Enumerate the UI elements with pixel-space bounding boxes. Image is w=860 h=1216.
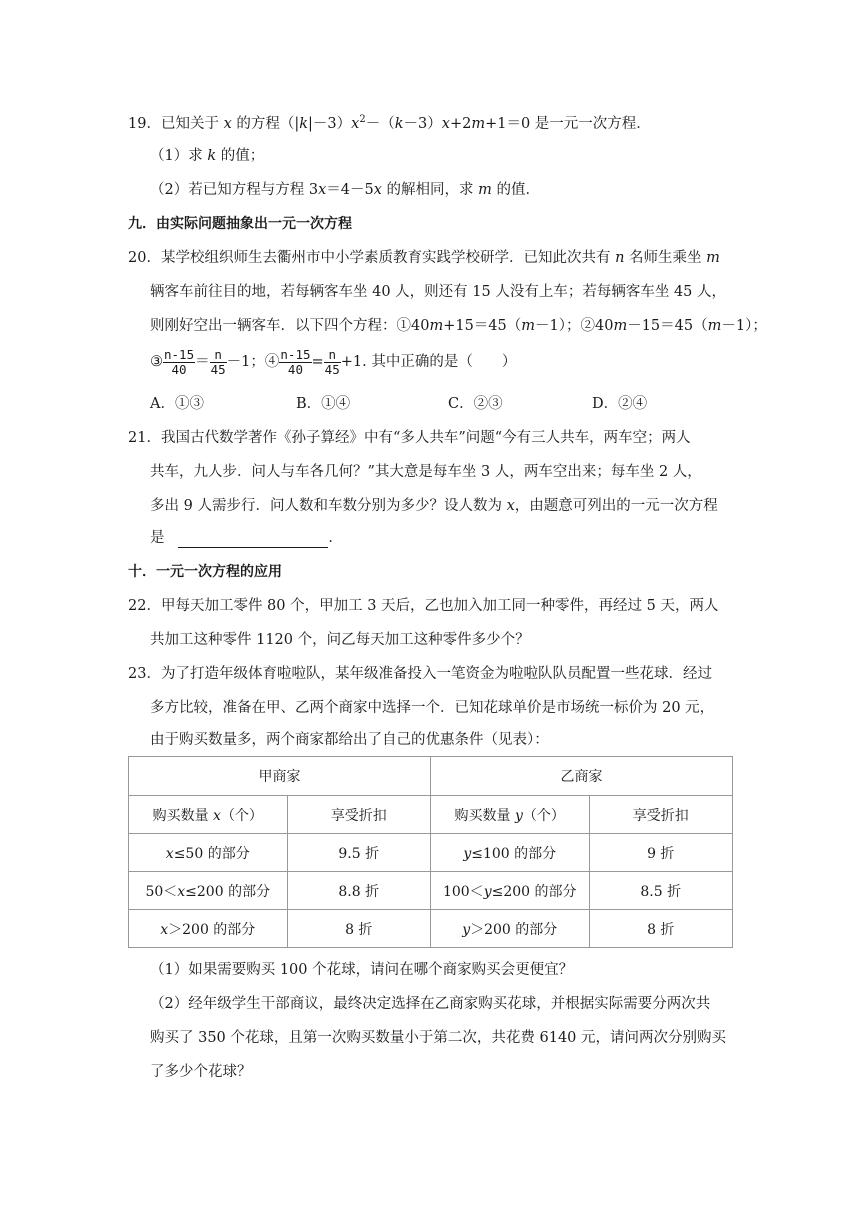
var-x: x	[373, 182, 382, 198]
cell-text: 50＜	[145, 883, 178, 900]
q19-text: 的值；	[216, 148, 265, 164]
table-cell: 8 折	[589, 910, 733, 948]
q19-text: 的解相同，求	[381, 182, 479, 198]
cell-text: （个）	[522, 807, 565, 824]
table-cell: 享受折扣	[589, 796, 733, 834]
fraction-numerator: n	[210, 348, 227, 363]
cell-text: ＞200 的部分	[168, 921, 256, 938]
q20-text: －1；	[226, 354, 265, 370]
q20-line-4-fractions	[150, 345, 516, 379]
var-x: x	[506, 498, 515, 514]
var-x: x	[351, 115, 360, 132]
table-row	[129, 834, 733, 872]
var-x: x	[223, 115, 232, 132]
table-cell	[129, 910, 288, 948]
fraction	[210, 348, 227, 377]
q21-text: 多出 9 人需步行．问人数和车数分别为多少？设人数为	[150, 498, 507, 514]
equals-sign: =	[311, 354, 324, 370]
q20-text: 20．某学校组织师生去衢州市中小学素质教育实践学校研学．已知此次共有	[128, 250, 616, 266]
cell-text: 100＜	[442, 883, 484, 900]
var-k: k	[394, 115, 404, 132]
q20-option-b: B．①④	[296, 396, 351, 412]
q21-text: 是	[150, 530, 165, 546]
table-cell	[430, 796, 589, 834]
q20-text: +15＝45（	[443, 318, 522, 334]
q20-text: －1）；	[721, 318, 767, 334]
q23-part-1: （1）如果需要购买 100 个花球，请问在哪个商家购买会更便宜？	[150, 962, 574, 978]
section-heading-9: 九．由实际问题抽象出一元一次方程	[128, 216, 352, 232]
var-m: m	[471, 115, 486, 132]
fraction-numerator: n-15	[280, 346, 311, 362]
q23-part-2-line-3: 了多少个花球？	[150, 1064, 252, 1080]
table-subheader-row	[129, 796, 733, 834]
section-heading-10: 十．一元一次方程的应用	[128, 564, 282, 580]
table-cell: 8 折	[287, 910, 430, 948]
cell-text: ≤50 的部分	[173, 845, 250, 862]
cell-text: ≤200 的部分	[491, 883, 577, 900]
answer-blank[interactable]	[178, 533, 328, 548]
option-marker-4: ④	[264, 354, 280, 370]
q21-line-2: 共车，九人步．问人与车各几何？”其大意是每车坐 3 人，两车空出来；每车坐 2 人，	[150, 464, 702, 480]
q19-text: 已知关于	[160, 115, 224, 132]
var-y: y	[515, 807, 523, 824]
cell-text: ＞200 的部分	[470, 921, 558, 938]
var-y: y	[463, 845, 472, 862]
q19-text: ＝4－5	[326, 182, 374, 198]
q19-text: （1）求	[150, 148, 208, 164]
q19-text: +2	[449, 115, 472, 132]
q20-option-d: D．②④	[592, 396, 648, 412]
cell-text: ≤100 的部分	[471, 845, 557, 862]
fraction-denominator: 40	[287, 361, 303, 377]
table-cell: 享受折扣	[287, 796, 430, 834]
var-m: m	[478, 182, 492, 198]
var-m: m	[706, 250, 720, 266]
var-y: y	[483, 883, 492, 900]
var-k: k	[299, 115, 309, 132]
var-x: x	[160, 921, 169, 938]
var-k: k	[207, 148, 217, 164]
var-x: x	[177, 883, 186, 900]
q22-line-1: 22．甲每天加工零件 80 个，甲加工 3 天后，乙也加入加工同一种零件，再经过 5 天，两人	[128, 598, 719, 614]
q21-line-4	[150, 528, 343, 548]
table-cell	[430, 910, 589, 948]
q19-text: +1＝0 是一元一次方程．	[485, 115, 651, 132]
q21-line-3	[150, 496, 718, 516]
q19-part-1	[150, 146, 264, 166]
q19-text: 的值．	[491, 182, 540, 198]
q20-text: +1	[340, 354, 363, 370]
table-cell: 9 折	[589, 834, 733, 872]
q23-part-2-line-1: （2）经年级学生干部商议，最终决定选择在乙商家购买花球，并根据实际需要分两次共	[150, 996, 711, 1012]
fraction-denominator: 45	[324, 361, 340, 377]
q21-line-1: 21．我国古代数学著作《孙子算经》中有“多人共车”问题“今有三人共车，两车空；两人	[128, 430, 691, 446]
table-cell	[430, 872, 589, 910]
table-row	[129, 910, 733, 948]
table-header-cell: 乙商家	[430, 757, 732, 796]
var-x: x	[318, 182, 327, 198]
table-cell	[430, 834, 589, 872]
var-m: m	[613, 318, 628, 334]
cell-text: （个）	[220, 807, 263, 824]
q23-line-1: 23．为了打造年级体育啦啦队，某年级准备投入一笔资金为啦啦队队员配置一些花球．经过	[128, 666, 712, 682]
q20-line-3	[150, 316, 767, 336]
q21-text: ．	[328, 530, 343, 546]
q20-text: . 其中正确的是（ ）	[362, 354, 517, 370]
q20-option-a: A．①③	[150, 396, 204, 412]
exponent: 2	[359, 114, 366, 125]
var-m: m	[521, 318, 536, 334]
q20-line-2: 辆客车前往目的地，若每辆客车坐 40 人，则还有 15 人没有上车；若每辆客车坐 45 人，	[150, 284, 727, 300]
q20-text: 则刚好空出一辆客车．以下四个方程：①40	[150, 318, 430, 334]
var-n: n	[615, 250, 625, 266]
q19-text: 的方程（|	[231, 115, 300, 132]
var-y: y	[462, 921, 471, 938]
cell-text: 购买数量	[454, 807, 515, 824]
discount-table	[128, 756, 733, 948]
option-marker-3: ③	[150, 354, 163, 370]
q23-part-2-line-2: 购买了 350 个花球，且第一次购买数量小于第二次，共花费 6140 元，请问两次分别购买	[150, 1030, 727, 1046]
table-cell: 9.5 折	[287, 834, 430, 872]
fraction-denominator: 45	[210, 361, 226, 377]
equals-sign: ＝	[195, 354, 210, 370]
q20-option-c: C．②③	[448, 396, 503, 412]
table-cell: 8.8 折	[287, 872, 430, 910]
q21-text: ，由题意可列出的一元一次方程	[514, 498, 718, 514]
fraction	[163, 348, 195, 377]
q20-text: －1）；②40	[535, 318, 614, 334]
var-x: x	[441, 115, 450, 132]
q20-line-1	[128, 248, 720, 268]
q23-line-2: 多方比较，准备在甲、乙两个商家中选择一个．已知花球单价是市场统一标价为 20 元，	[150, 700, 715, 716]
var-x: x	[213, 807, 221, 824]
q20-text: 名师生乘坐	[624, 250, 707, 266]
var-x: x	[165, 845, 174, 862]
q19-text: －（	[365, 115, 395, 132]
var-m: m	[707, 318, 722, 334]
q19-part-2	[150, 180, 540, 200]
q19-line-1	[128, 110, 651, 134]
cell-text: 购买数量	[152, 807, 214, 824]
q19-text: －3）	[403, 115, 442, 132]
var-m: m	[429, 318, 444, 334]
table-cell: 8.5 折	[589, 872, 733, 910]
fraction-numerator: n-15	[164, 346, 195, 362]
q20-text: －15＝45（	[627, 318, 708, 334]
q22-line-2: 共加工这种零件 1120 个，问乙每天加工这种零件多少个？	[150, 632, 530, 648]
q19-text: |－3）	[308, 115, 352, 132]
table-header-cell: 甲商家	[129, 757, 431, 796]
table-row	[129, 872, 733, 910]
fraction	[324, 348, 341, 377]
table-header-row	[129, 757, 733, 796]
fraction	[279, 348, 311, 377]
fraction-denominator: 40	[171, 361, 187, 377]
table-cell	[129, 796, 288, 834]
q19-text: （2）若已知方程与方程 3	[150, 182, 319, 198]
table-cell	[129, 834, 288, 872]
q19-number: 19．	[128, 115, 161, 132]
q23-line-3: 由于购买数量多，两个商家都给出了自己的优惠条件（见表）：	[150, 732, 549, 748]
table-cell	[129, 872, 288, 910]
cell-text: ≤200 的部分	[185, 883, 271, 900]
fraction-numerator: n	[324, 348, 341, 363]
